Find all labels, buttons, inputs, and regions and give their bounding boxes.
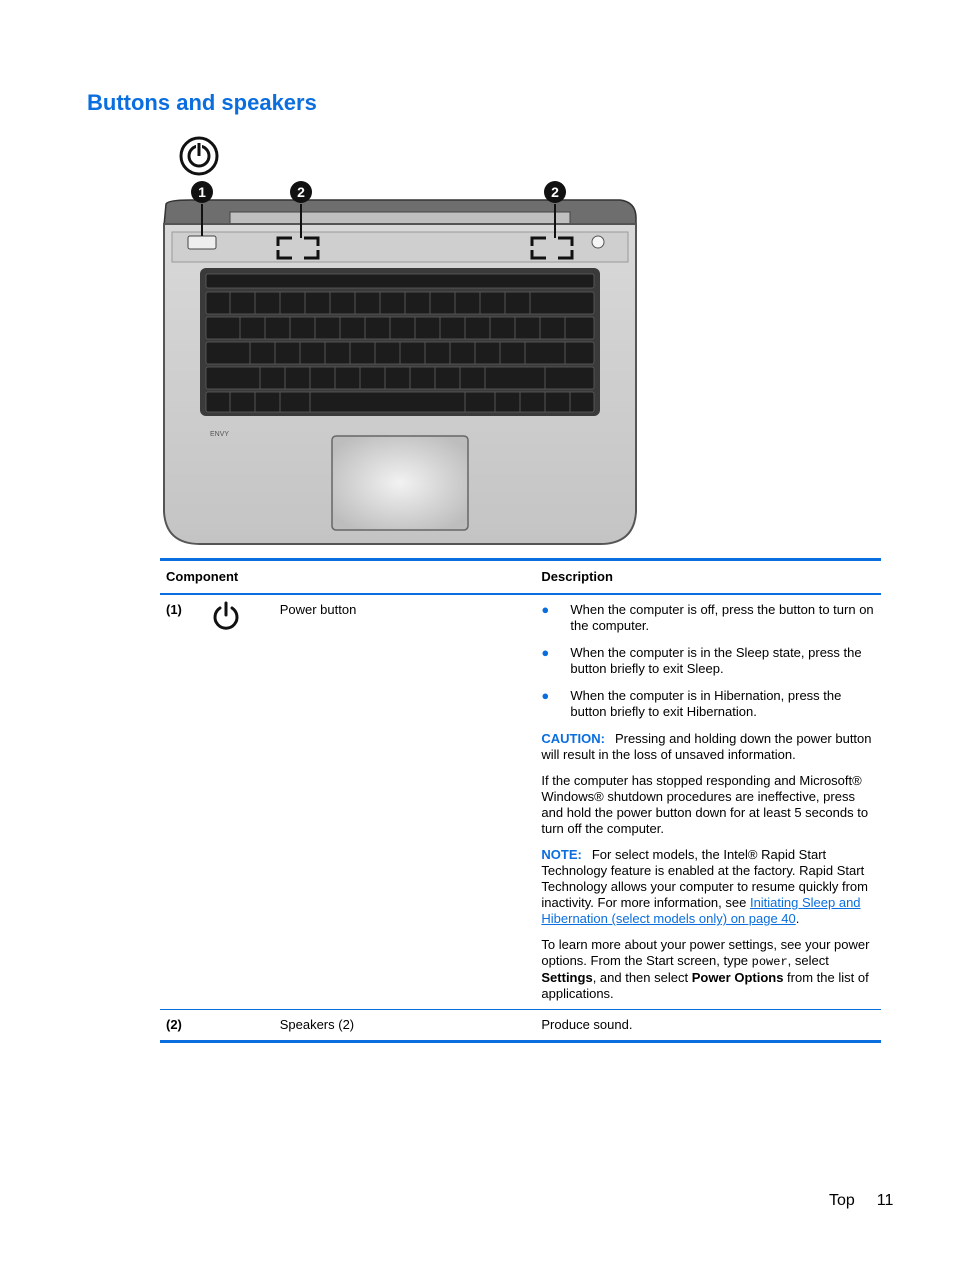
header-description: Description	[541, 569, 613, 584]
list-item: ● When the computer is in Hibernation, press the button briefly to exit Hibernation.	[541, 688, 842, 719]
component-table	[160, 558, 881, 1043]
note-paragraph: NOTE: For select models, the Intel® Rapid Start Technology feature is enabled at the factory. Rapid Start Technology allows your computer to resume quickly from inactivity. For more information, see Initiating Sleep and Hibernation (select models only) on page 40.	[541, 847, 868, 926]
note-label: NOTE:	[541, 847, 582, 862]
bullet-icon: ●	[541, 688, 550, 703]
row-number: (1)	[166, 602, 182, 617]
svg-text:2: 2	[297, 184, 305, 200]
table-header-row	[160, 560, 881, 595]
component-name: Speakers (2)	[279, 1017, 355, 1032]
svg-text:2: 2	[551, 184, 559, 200]
caution-label: CAUTION:	[541, 731, 605, 746]
page-number: 11	[876, 1192, 894, 1209]
bullet-list	[541, 602, 875, 720]
page-footer	[829, 1192, 893, 1210]
caution-paragraph: CAUTION: Pressing and holding down the power button will result in the loss of unsaved information.	[541, 731, 872, 762]
component-description	[535, 594, 881, 1010]
brand-label: ENVY	[210, 431, 230, 438]
component-description: Produce sound.	[541, 1017, 633, 1032]
component-name: Power button	[279, 602, 357, 617]
laptop-top-illustration	[160, 132, 650, 552]
table-row	[160, 594, 881, 1010]
page-title: Buttons and speakers	[87, 90, 317, 115]
list-item: ● When the computer is off, press the button to turn on the computer.	[541, 602, 874, 633]
power-icon	[204, 594, 274, 1010]
table-row	[160, 1010, 881, 1042]
bullet-icon: ●	[541, 645, 550, 660]
header-component: Component	[166, 569, 239, 584]
list-item: ● When the computer is in the Sleep state, press the button briefly to exit Sleep.	[541, 645, 862, 676]
svg-text:1: 1	[198, 184, 206, 200]
unresponsive-paragraph: If the computer has stopped responding and Microsoft® Windows® shutdown procedures are ineffective, press and hold the power button down for at least 5 seconds to turn off the computer.	[541, 773, 869, 836]
power-icon	[181, 138, 217, 174]
row-number: (2)	[166, 1017, 182, 1032]
code-text: power	[751, 955, 788, 969]
sleep-hibernation-link[interactable]: Initiating Sleep and Hibernation (select models only) on page 40	[541, 895, 861, 926]
power-settings-paragraph: To learn more about your power settings, see your power options. From the Start screen, type power, select Settings, and then select Power Options from the list of applications.	[541, 937, 870, 1001]
bullet-icon: ●	[541, 602, 550, 617]
footer-section: Top	[829, 1192, 855, 1209]
